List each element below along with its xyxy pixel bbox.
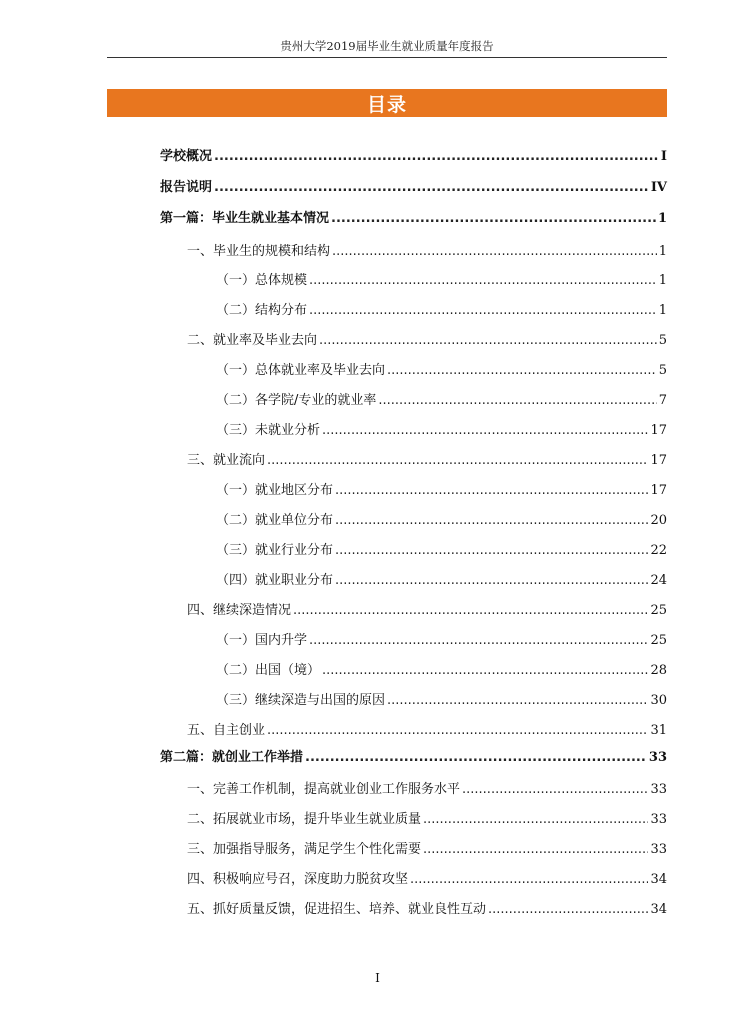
toc-dot-leader <box>322 663 648 678</box>
toc-entry-title: 二、就业率及毕业去向 <box>187 333 318 348</box>
toc-entry-title: （三）就业行业分布 <box>216 543 334 558</box>
toc-entry-title: 五、抓好质量反馈，促进招生、培养、就业良性互动 <box>187 902 487 917</box>
toc-entry[interactable] <box>216 479 667 501</box>
toc-entry[interactable] <box>160 176 667 198</box>
toc-entry[interactable] <box>216 659 667 681</box>
running-header: 贵州大学2019届毕业生就业质量年度报告 <box>280 39 494 53</box>
toc-entry-title: （二）就业单位分布 <box>216 513 334 528</box>
toc-dot-leader <box>267 453 648 468</box>
toc-dot-leader <box>410 872 648 887</box>
toc-dot-leader <box>335 543 648 558</box>
toc-entry-page: 7 <box>658 393 667 408</box>
toc-entry-title: 三、就业流向 <box>187 453 266 468</box>
toc-dot-leader <box>267 723 648 738</box>
toc-entry-title: 报告说明 <box>160 180 213 195</box>
toc-entry[interactable] <box>187 599 667 621</box>
toc-dot-leader <box>322 423 648 438</box>
toc-entry-page: 17 <box>650 453 667 468</box>
toc-dot-leader <box>214 149 659 164</box>
toc-entry-page: 22 <box>650 543 667 558</box>
toc-entry-page: 33 <box>648 750 667 765</box>
toc-dot-leader <box>309 303 657 318</box>
toc-title: 目录 <box>366 93 407 116</box>
toc-entry[interactable] <box>216 419 667 441</box>
toc-entry-title: 一、毕业生的规模和结构 <box>187 244 331 259</box>
toc-entry[interactable] <box>216 359 667 381</box>
toc-entry-title: （三）未就业分析 <box>216 423 321 438</box>
toc-entry[interactable] <box>187 838 667 860</box>
toc-entry-title: 四、继续深造情况 <box>187 603 292 618</box>
toc-entry[interactable] <box>160 207 667 229</box>
toc-entry[interactable] <box>216 509 667 531</box>
toc-dot-leader <box>488 902 648 917</box>
toc-dot-leader <box>462 782 648 797</box>
toc-entry-title: 第一篇：毕业生就业基本情况 <box>160 211 330 226</box>
toc-entry-page: I <box>660 149 667 164</box>
toc-dot-leader <box>335 573 648 588</box>
toc-entry-title: 二、拓展就业市场，提升毕业生就业质量 <box>187 812 422 827</box>
toc-entry-title: （二）出国（境） <box>216 663 321 678</box>
toc-dot-leader <box>387 693 648 708</box>
toc-entry-page: 33 <box>650 782 667 797</box>
toc-entry-page: 5 <box>658 333 667 348</box>
toc-entry-title: （一）就业地区分布 <box>216 483 334 498</box>
toc-dot-leader <box>332 244 657 259</box>
toc-dot-leader <box>378 393 656 408</box>
toc-entry-page: 34 <box>650 872 667 887</box>
toc-entry-page: 20 <box>650 513 667 528</box>
toc-entry-page: 33 <box>650 812 667 827</box>
toc-dot-leader <box>319 333 657 348</box>
toc-entry-title: 一、完善工作机制，提高就业创业工作服务水平 <box>187 782 461 797</box>
toc-entry-title: 三、加强指导服务，满足学生个性化需要 <box>187 842 422 857</box>
toc-entry-title: （四）就业职业分布 <box>216 573 334 588</box>
toc-entry-title: 四、积极响应号召，深度助力脱贫攻坚 <box>187 872 409 887</box>
toc-entry[interactable] <box>216 299 667 321</box>
toc-entry-page: 30 <box>650 693 667 708</box>
toc-entry-page: 1 <box>658 244 667 259</box>
toc-entry[interactable] <box>216 539 667 561</box>
toc-entry-title: （二）各学院/专业的就业率 <box>216 393 377 408</box>
toc-banner <box>107 89 667 117</box>
toc-entry-title: 第二篇：就创业工作举措 <box>160 750 304 765</box>
toc-dot-leader <box>309 273 657 288</box>
toc-entry-page: 34 <box>650 902 667 917</box>
toc-entry-page: IV <box>650 180 667 195</box>
toc-entry-page: 5 <box>658 363 667 378</box>
toc-dot-leader <box>335 513 648 528</box>
toc-entry-title: （一）总体规模 <box>216 273 308 288</box>
toc-entry[interactable] <box>187 898 667 920</box>
toc-entry[interactable] <box>187 778 667 800</box>
toc-entry[interactable] <box>216 689 667 711</box>
toc-entry[interactable] <box>187 240 667 262</box>
toc-entry-page: 25 <box>650 603 667 618</box>
toc-entry[interactable] <box>187 808 667 830</box>
toc-entry-page: 1 <box>657 211 667 226</box>
toc-entry[interactable] <box>216 269 667 291</box>
toc-dot-leader <box>305 750 647 765</box>
toc-dot-leader <box>335 483 648 498</box>
toc-entry[interactable] <box>187 449 667 471</box>
toc-entry-title: （三）继续深造与出国的原因 <box>216 693 386 708</box>
toc-entry-title: （一）国内升学 <box>216 633 308 648</box>
toc-entry-page: 24 <box>650 573 667 588</box>
toc-entry-title: 五、自主创业 <box>187 723 266 738</box>
toc-entry[interactable] <box>187 719 667 741</box>
toc-entry-page: 25 <box>650 633 667 648</box>
toc-dot-leader <box>214 180 649 195</box>
toc-dot-leader <box>293 603 648 618</box>
toc-entry[interactable] <box>160 145 667 167</box>
toc-dot-leader <box>423 842 648 857</box>
toc-entry-title: （一）总体就业率及毕业去向 <box>216 363 386 378</box>
toc-entry-page: 17 <box>650 483 667 498</box>
toc-entry[interactable] <box>216 629 667 651</box>
toc-entry-page: 1 <box>658 273 667 288</box>
toc-entry-page: 33 <box>650 842 667 857</box>
toc-entry-page: 28 <box>650 663 667 678</box>
toc-entry[interactable] <box>216 389 667 411</box>
toc-entry-page: 31 <box>650 723 667 738</box>
toc-dot-leader <box>309 633 648 648</box>
toc-entry[interactable] <box>216 569 667 591</box>
toc-dot-leader <box>331 211 656 226</box>
header-rule <box>107 57 667 58</box>
toc-dot-leader <box>423 812 648 827</box>
toc-entry-title: 学校概况 <box>160 149 213 164</box>
toc-entry[interactable] <box>187 868 667 890</box>
toc-entry[interactable] <box>160 746 667 768</box>
page-number: I <box>375 971 380 985</box>
toc-entry-title: （二）结构分布 <box>216 303 308 318</box>
toc-entry-page: 1 <box>658 303 667 318</box>
toc-entry[interactable] <box>187 329 667 351</box>
toc-dot-leader <box>387 363 657 378</box>
toc-entry-page: 17 <box>650 423 667 438</box>
